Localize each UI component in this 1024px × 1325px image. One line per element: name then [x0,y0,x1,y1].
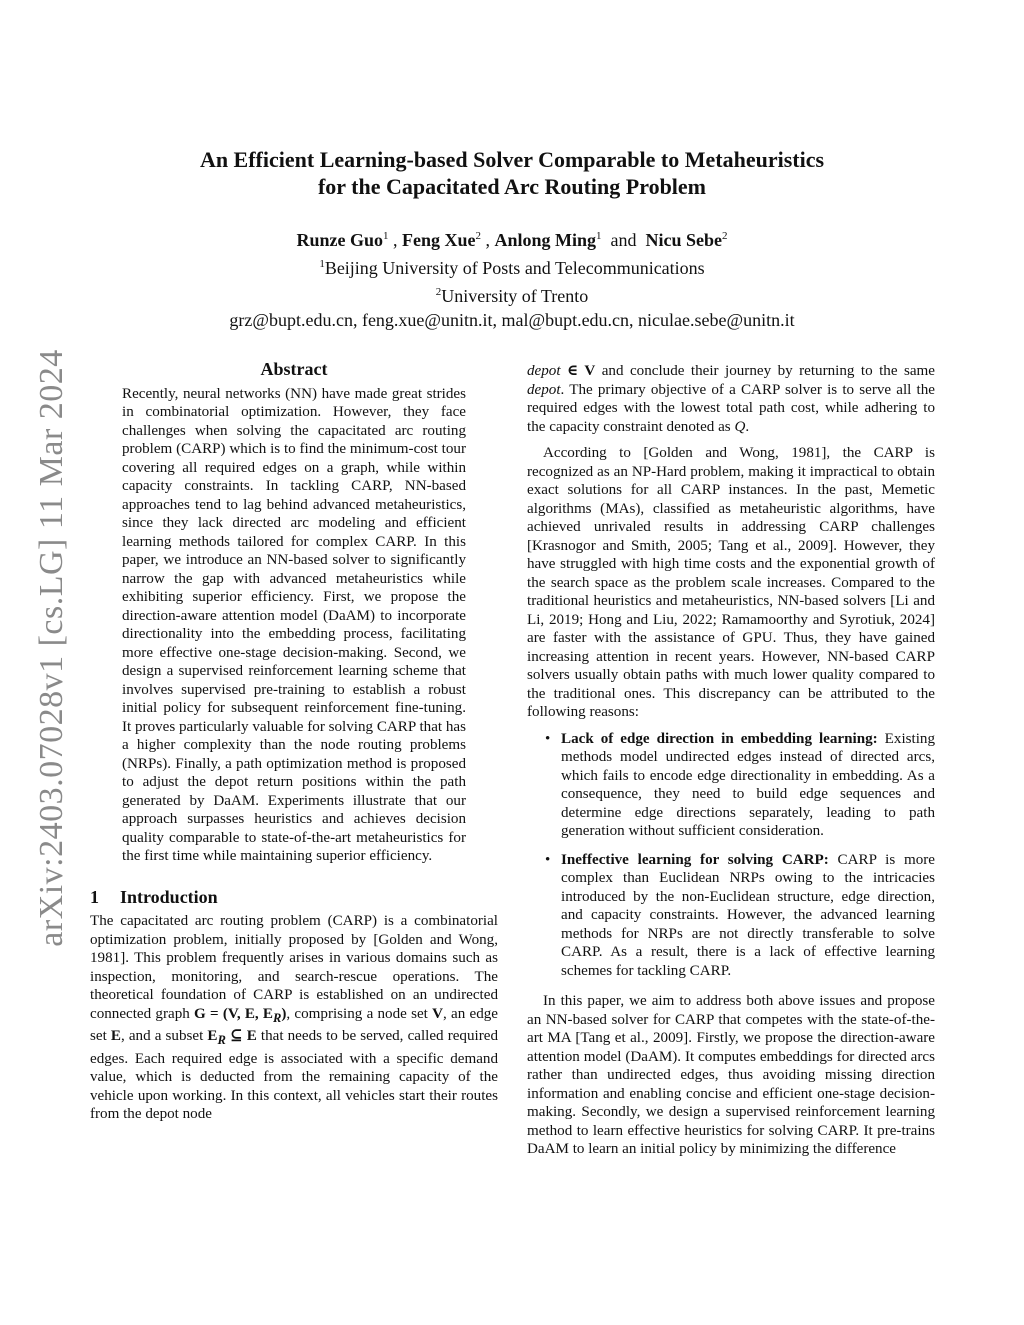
abstract-heading: Abstract [260,359,328,379]
math-er-text: E [207,1028,218,1045]
intro-paragraph-3: In this paper, we aim to address both above issues and propose an NN-based solver for CARP that competes with the state-of-the-art MA [Tang et al., 2009]. Firstly, we propose the direction-aware attention model (DaAM). It computes embeddings for directed arcs rather than undirected edges, thus avoiding missing direction information and enabling concise and efficient one-stage decision-making. Secondly, we design a supervised reinforcement learning method to learn effective heuristics for solving CARP. It pre-trains DaAM to learn an initial policy by minimizing the difference [527,993,935,1157]
arxiv-identifier-stamp: arXiv:2403.07028v1 [cs.LG] 11 Mar 2024 [33,349,70,947]
intro-text: and conclude their journey by returning to the same [595,363,935,379]
reasons-list [527,730,935,981]
math-graph [194,1005,287,1025]
math-depot: depot [527,363,561,379]
section-number: 1 [90,886,99,907]
author-list: Runze Guo$^1$ , Feng Xue$^2$ , Anlong Ming$^1$ and Nicu Sebe$^2$ [296,230,728,250]
author-affil-sup: 2 [475,230,481,242]
author-affil-sup: 1 [382,230,389,242]
math-subset: ⊆ E [225,1028,257,1045]
reason-text: CARP is more complex than Euclidean NRPs owing to the intricacies introduced by the non-Euclidean structure, edge direction, and capacity constraints. However, the advanced learning methods for NRPs are not directly transferable to solve CARP. As a result, there is a lack of effective learning schemes for tackling CARP. [561,851,935,979]
affiliation-name: University of Trento [441,286,589,306]
abstract-text: Recently, neural networks (NN) have made great strides in combinatorial optimization. However, they face challenges when solving the capacitated arc routing problem (CARP) which is to find the minimum-cost tour covering all required edges on a graph, while within capacity constraints. In tackling CARP, NN-based approaches tend to lag behind advanced metaheuristics, since they lack directed arc modeling and efficient learning methods tailored for complex CARP. In this paper, we introduce an NN-based solver to significantly narrow the gap with advanced metaheuristics while exhibiting superior efficiency. First, we propose the direction-aware attention model (DaAM) to incorporate directionality into the embedding process, facilitating more effective one-stage decision-making. Second, we design a supervised reinforcement learning scheme that involves supervised pre-training to establish a robust initial policy for subsequent reinforcement fine-tuning. It proves particularly valuable for solving CARP that has a higher complexity than the node routing problems (NRPs). Finally, a path optimization method is proposed to adjust the depot return positions within the path generated by DaAM. Experiments illustrate that our approach surpasses heuristics and achieves decision quality comparable to state-of-the-art metaheuristics for the first time while maintaining superior efficiency. [122,385,467,864]
math-depot: depot [527,381,561,398]
section-title: Introduction [120,886,218,907]
author-name: Runze Guo [296,230,383,250]
affiliation-name: Beijing University of Posts and Telecommunications [324,258,705,278]
author-affil-sup: 1 [596,230,602,242]
intro-paragraph-1-continued [527,362,935,436]
author-name: Anlong Ming [494,230,597,250]
intro-text: The capacitated arc routing problem (CARP) is a combinatorial optimization problem, initially proposed by [Golden and Wong, 1981]. This problem frequently arises in various domains such as inspection, monitoring, and search-rescue operations. The theoretical foundation of CARP is established on an undirected connected graph [90,913,498,1022]
author-name: Feng Xue [401,230,476,250]
reason-heading: Ineffective learning for solving CARP: [561,851,829,868]
intro-text: . [745,418,750,435]
list-item [545,851,935,981]
intro-text: . The primary objective of a CARP solver is to serve all the required edges with the lowest total path cost, while adhering to the capacity constraint denoted as [527,381,935,435]
math-graph-close: ) [281,1005,287,1022]
math-sub: R [272,1010,282,1025]
intro-text: , an edge set [90,1005,498,1045]
section-heading-introduction [90,888,498,907]
title-line-2: for the Capacitated Arc Routing Problem [317,174,707,199]
affiliation-block [0,252,1024,332]
bullet-icon: • [545,851,551,868]
intro-text: , comprising a node set [286,1005,433,1022]
left-column [90,360,498,1132]
authors-conjunction: and [610,230,637,250]
list-item [545,730,935,841]
math-edge-set: E [110,1028,121,1045]
reason-heading: Lack of edge direction in embedding learning: [561,730,878,747]
math-capacity: Q [734,418,746,435]
author-emails: grz@bupt.edu.cn, feng.xue@unitn.it, mal@bupt.edu.cn, niculae.sebe@unitn.it [229,310,795,330]
intro-text: , and a subset [120,1028,208,1045]
right-column [527,362,935,1167]
intro-paragraph-1 [90,912,498,1124]
reason-text: Existing methods model undirected edges instead of directed arcs, which fails to encode edge directionality in embedding. As a consequence, they need to build edge sequences and determine edge directions separately, leading to path generation without sufficient consideration. [561,730,935,839]
affiliation-sup: 1 [319,258,325,270]
math-required-edges [207,1028,257,1048]
affiliation-sup: 2 [435,286,442,298]
title-line-1: An Efficient Learning-based Solver Comparable to Metaheuristics [199,147,825,172]
paper-title [0,146,1024,200]
author-affil-sup: 2 [722,230,728,242]
bullet-icon: • [545,730,551,747]
intro-paragraph-2: According to [Golden and Wong, 1981], the CARP is recognized as an NP-Hard problem, making it impractical to obtain exact solutions for all CARP instances. In the past, Memetic algorithms (MAs), classified as metaheuristic algorithms, have achieved unrivaled results in addressing CARP challenges [Krasnogor and Smith, 2005; Tang et al., 2009]. However, they have struggled with high time costs and the exponential growth of the search space as the problem scale increases. Compared to the traditional heuristics and metaheuristics, NN-based solvers [Li and Li, 2019; Hong and Liu, 2022; Ramamoorthy and Syrotiuk, 2024] are faster with the assistance of GPU. Thus, they have gained increasing attention in recent years. However, NN-based CARP solvers usually obtain paths with much lower quality compared to the traditional ones. This discrepancy can be attributed to the following reasons: [527,445,935,720]
math-in-V: ∈ V [560,363,596,379]
math-node-set: V [432,1005,443,1022]
intro-text: that needs to be served, called required edges. Each required edge is associated with a specific demand value, which is deducted from the remaining capacity of the vehicle upon working. In this context, all vehicles start their routes from the depot node [90,1028,498,1123]
math-sub: R [217,1033,226,1048]
affiliation-1 [0,252,1024,280]
affiliation-2 [0,280,1024,308]
math-graph-text: G = (V, E, E [194,1005,273,1022]
author-name: Nicu Sebe [645,230,723,250]
